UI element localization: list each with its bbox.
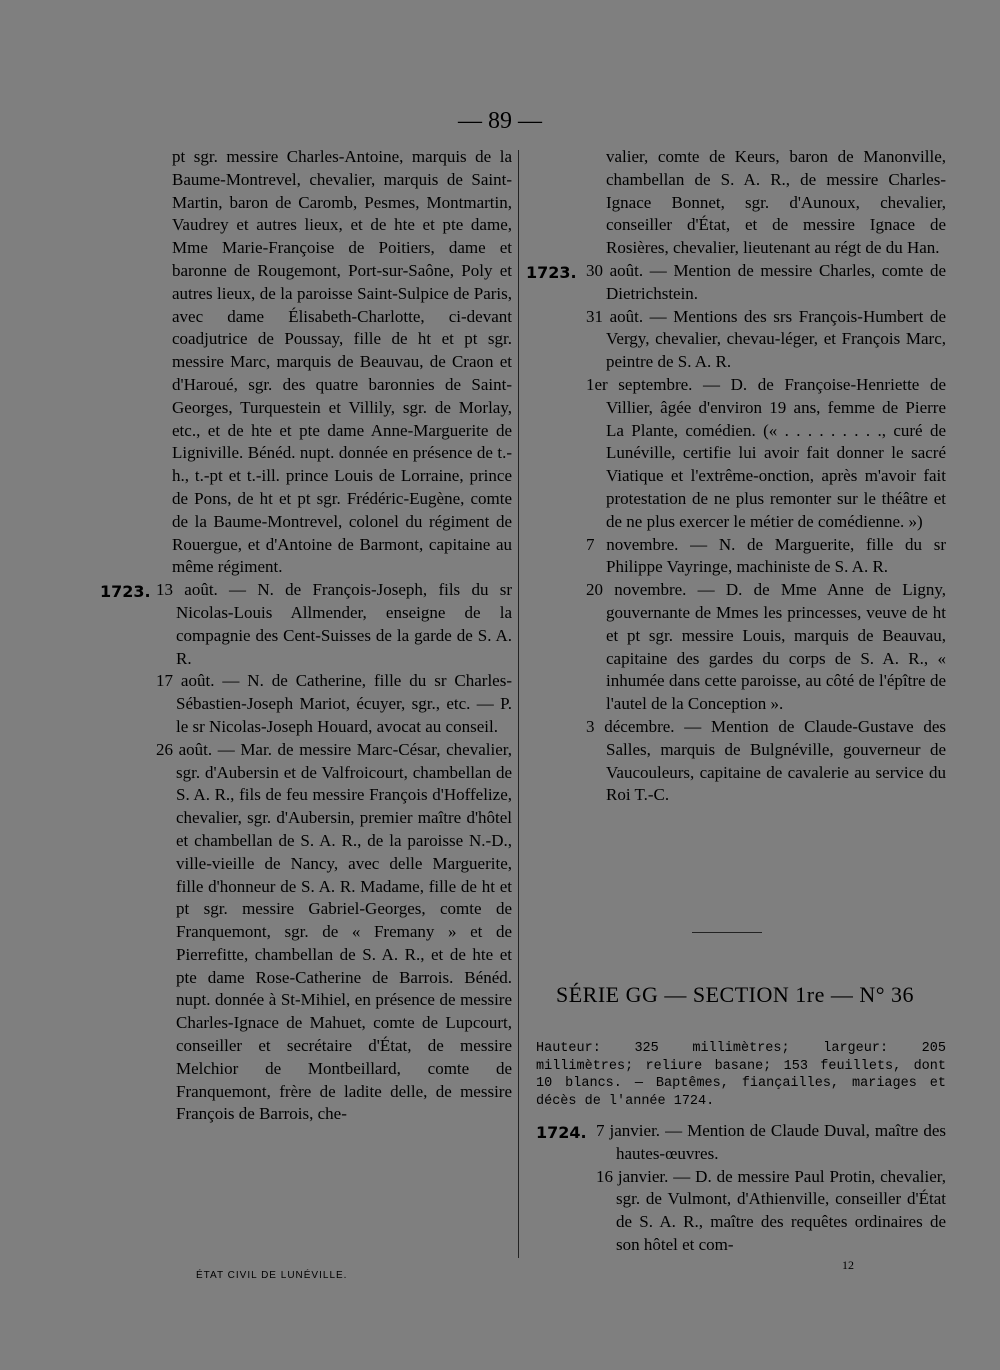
- paragraph-continuation: valier, comte de Keurs, baron de Manonville, chambellan de S. A. R., de messire Charles-Ignace Bonnet, sgr. d'Aunoux, chevalier, conseiller d'État, et de messire Ignace de Rosières, chevalier, lieutenant au régt de du Han.: [606, 147, 946, 258]
- year-marker: 1724.: [536, 1123, 587, 1142]
- right-column: [526, 146, 946, 807]
- entry: 26 août. — Mar. de messire Marc-César, chevalier, sgr. d'Aubersin et de Valfroicourt, chambellan de S. A. R., fils de feu messire François d'Hoffelize, chevalier, sgr. d'Aubersin, premier maître d'hôtel et chambellan de S. A. R., de la paroisse N.-D., ville-vieille de Nancy, avec delle Marguerite, fille d'honneur de S. A. R. Madame, fille de ht et pt sgr. messire Gabriel-Georges, comte de Franquemont, sgr. de « Fremany » et de Pierrefitte, chambellan de S. A. R., et de hte et pte dame Rose-Catherine de Barrois. Bénéd. nupt. donnée à St-Mihiel, en présence de messire Charles-Ignace de Mahuet, comte de Lupcourt, conseiller et secrétaire d'État, de messire Melchior de Montbeillard, comte de Franquemont, frère de ladite delle, de messire François de Barrois, che-: [156, 739, 512, 1124]
- year-marker: 1723.: [100, 582, 151, 602]
- page-number: — 89 —: [458, 108, 542, 134]
- entry: 13 août. — N. de François-Joseph, fils du sr Nicolas-Louis Allmender, enseigne de la compagnie des Cent-Suisses de la garde de S. A. R.: [156, 580, 512, 668]
- entry: 20 novembre. — D. de Mme Anne de Ligny, gouvernante de Mmes les princesses, veuve de ht et pt sgr. messire Louis, marquis de Beauvau, capitaine des gardes du corps de S. A. R., « inhumée dans cette paroisse, au côté de l'épître de l'autel de la Conception ».: [586, 580, 946, 714]
- entry: 7 janvier. — Mention de Claude Duval, maître des hautes-œuvres.: [596, 1121, 946, 1163]
- paragraph-continuation: pt sgr. messire Charles-Antoine, marquis de la Baume-Montrevel, chevalier, marquis de Saint-Martin, baron de Caromb, Pesmes, Montmartin, Vaudrey et autres lieux, et de hte et pte dame, Mme Marie-Françoise de Poitiers, dame et baronne de Rougemont, Port-sur-Saône, Poly et autres lieux, de la paroisse Saint-Sulpice de Paris, avec dame Élisabeth-Charlotte, ci-devant coadjutrice de Poussay, fille de ht et pt sgr. messire Marc, marquis de Beauvau, de Craon et d'Haroué, sgr. des quatre baronnies de Saint-Georges, Turquestein et Villily, sgr. de Morlay, etc., et de hte et pte dame Anne-Marguerite de Ligniville. Bénéd. nupt. donnée en présence de t.-h., t.-pt et t.-ill. prince Louis de Lorraine, prince de Pons, de ht et pt sgr. Frédéric-Eugène, comte de la Baume-Montrevel, colonel du régiment de Rouergue, et d'Antoine de Barmont, capitaine au même régiment.: [172, 147, 512, 577]
- entries-1724: [536, 1120, 946, 1257]
- series-heading: SÉRIE GG — SECTION 1re — N° 36: [556, 982, 915, 1007]
- column-divider: [518, 150, 519, 1258]
- left-column: [100, 146, 512, 1126]
- entry: 17 août. — N. de Catherine, fille du sr Charles-Sébastien-Joseph Mariot, écuyer, sgr., etc. — P. le sr Nicolas-Joseph Houard, avocat au conseil.: [156, 671, 512, 736]
- entry: 1er septembre. — D. de Françoise-Henriette de Villier, âgée d'environ 19 ans, femme de Pierre La Plante, comédien. (« . . . . . . . . ., curé de Lunéville, certifie lui avoir fait donner le sacré Viatique et l'extrême-onction, après m'avoir fait protestation de ne plus remonter sur le théâtre et de ne plus exercer le métier de comédienne. »): [586, 374, 946, 531]
- register-description: Hauteur: 325 millimètres; largeur: 205 millimètres; reliure basane; 153 feuillets, dont 10 blancs. — Baptêmes, fiançailles, mariages et décès de l'année 1724.: [536, 1041, 946, 1109]
- entry: 30 août. — Mention de messire Charles, comte de Dietrichstein.: [586, 260, 946, 303]
- entry: 3 décembre. — Mention de Claude-Gustave des Salles, marquis de Bulgnéville, gouverneur de Vaucouleurs, capitaine de cavalerie au service du Roi T.-C.: [586, 716, 946, 805]
- signature-mark: 12: [842, 1258, 854, 1272]
- entry: 16 janvier. — D. de messire Paul Protin, chevalier, sgr. de Vulmont, d'Athienville, conseiller d'État de S. A. R., maître des requêtes ordinaires de son hôtel et com-: [596, 1166, 946, 1254]
- year-marker: 1723.: [526, 262, 577, 282]
- section-separator: [692, 932, 762, 933]
- entry: 31 août. — Mentions des srs François-Humbert de Vergy, chevalier, chevau-léger, et François Marc, peintre de S. A. R.: [586, 306, 946, 372]
- footer-title: ÉTAT CIVIL DE LUNÉVILLE.: [196, 1270, 348, 1281]
- entry: 7 novembre. — N. de Marguerite, fille du sr Philippe Vayringe, machiniste de S. A. R.: [586, 534, 946, 577]
